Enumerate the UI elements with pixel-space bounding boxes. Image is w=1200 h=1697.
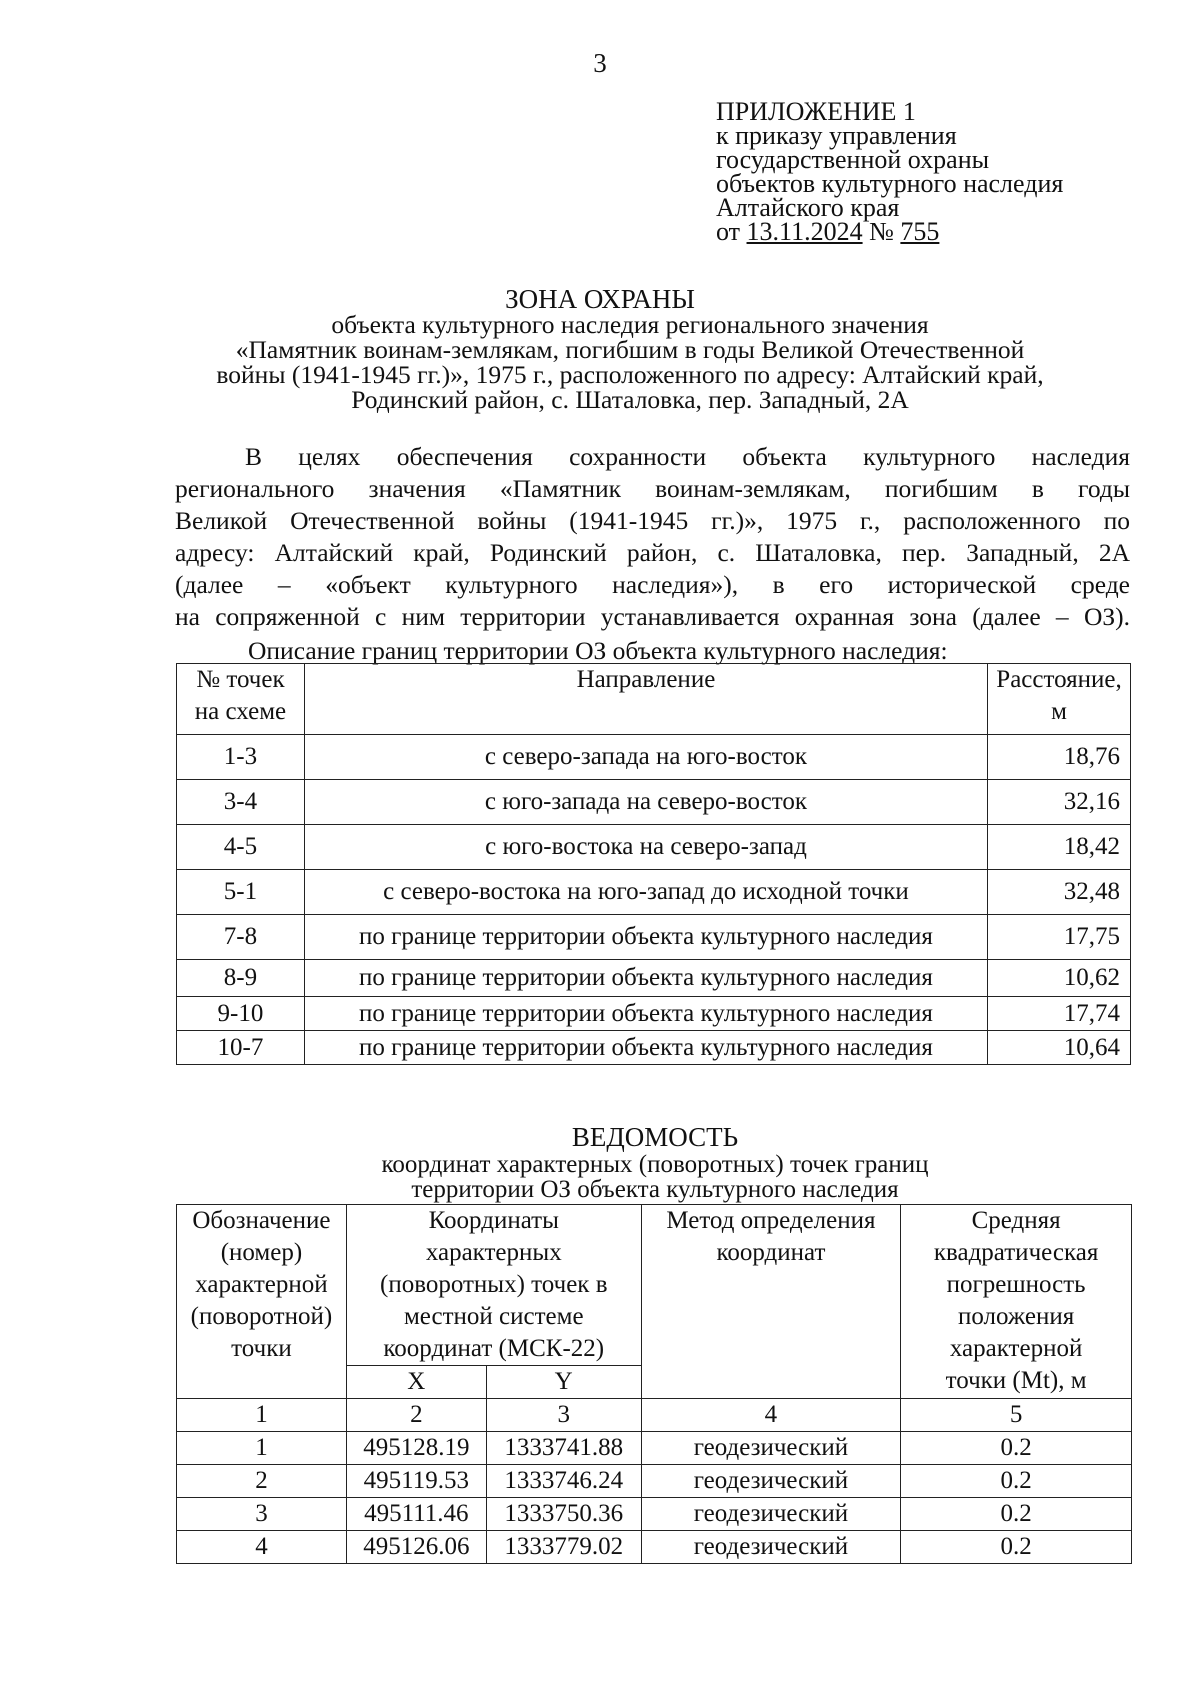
cell-method: геодезический <box>641 1432 901 1465</box>
paragraph-line: Великой Отечественной войны (1941-1945 гг.)», 1975 г., расположенного по <box>175 506 1130 535</box>
cell-points: 1-3 <box>177 735 305 780</box>
cell-x: 495111.46 <box>346 1498 486 1531</box>
cell-point: 4 <box>177 1531 347 1564</box>
cell-points: 5-1 <box>177 870 305 915</box>
cell-x: 495128.19 <box>346 1432 486 1465</box>
table-row <box>177 1531 1132 1564</box>
table-row <box>177 1432 1132 1465</box>
cell-method: геодезический <box>641 1531 901 1564</box>
cell-direction: по границе территории объекта культурного наследия <box>304 997 987 1031</box>
boundary-table <box>176 663 1131 1065</box>
cell-point: 3 <box>177 1498 347 1531</box>
table-row <box>177 825 1131 870</box>
cell-direction: с юго-запада на северо-восток <box>304 780 987 825</box>
header-points: № точек на схеме <box>177 664 305 735</box>
appendix-line: государственной охраны <box>716 145 990 174</box>
appendix-title: ПРИЛОЖЕНИЕ 1 <box>716 97 916 126</box>
table-row <box>177 997 1131 1031</box>
date-prefix: от <box>716 217 747 246</box>
cell-direction: с северо-запада на юго-восток <box>304 735 987 780</box>
body-paragraph <box>175 441 1130 633</box>
cell-distance: 32,48 <box>988 870 1131 915</box>
paragraph-line: адресу: Алтайский край, Родинский район, с. Шаталовка, пер. Западный, 2А <box>175 538 1130 567</box>
cell-method: геодезический <box>641 1498 901 1531</box>
cell-error: 0.2 <box>901 1531 1132 1564</box>
table-row <box>177 870 1131 915</box>
zone-title: ЗОНА ОХРАНЫ <box>505 284 695 314</box>
paragraph-line: (далее – «объект культурного наследия»), в его исторической среде <box>175 570 1130 599</box>
table-row <box>177 780 1131 825</box>
cell-y: 1333779.02 <box>486 1531 641 1564</box>
appendix-line: к приказу управления <box>716 121 957 150</box>
appendix-line: Алтайского края <box>716 193 900 222</box>
header-y: Y <box>486 1366 641 1399</box>
column-number-row <box>177 1399 1132 1432</box>
table-row <box>177 1031 1131 1065</box>
header-coordinates: Координаты характерных (поворотных) точек в местной системе координат (МСК-22) <box>346 1205 641 1366</box>
vedomost-subtitle-line: координат характерных (поворотных) точек границ <box>381 1151 929 1178</box>
appendix-date-line <box>716 217 1063 246</box>
cell-method: геодезический <box>641 1465 901 1498</box>
zone-subtitle-line: войны (1941-1945 гг.)», 1975 г., расположенного по адресу: Алтайский край, <box>216 360 1044 389</box>
table-row <box>177 960 1131 997</box>
cell-point: 2 <box>177 1465 347 1498</box>
header-method: Метод определения координат <box>641 1205 901 1399</box>
order-number: 755 <box>900 217 940 246</box>
cell-distance: 18,42 <box>988 825 1131 870</box>
zone-subtitle-line: Родинский район, с. Шаталовка, пер. Западный, 2А <box>351 385 909 414</box>
cell-y: 1333750.36 <box>486 1498 641 1531</box>
cell-points: 10-7 <box>177 1031 305 1065</box>
header-distance: Расстояние, м <box>988 664 1131 735</box>
table-row <box>177 1465 1132 1498</box>
cell-distance: 10,62 <box>988 960 1131 997</box>
appendix-line: объектов культурного наследия <box>716 169 1064 198</box>
header-direction: Направление <box>304 664 987 735</box>
table-header-row <box>177 664 1131 735</box>
cell-x: 495126.06 <box>346 1531 486 1564</box>
column-number: 2 <box>346 1399 486 1432</box>
vedomost-subtitle <box>0 1152 1200 1202</box>
cell-direction: с юго-востока на северо-запад <box>304 825 987 870</box>
appendix-header <box>716 97 1064 246</box>
cell-distance: 32,16 <box>988 780 1131 825</box>
cell-distance: 10,64 <box>988 1031 1131 1065</box>
page-number: 3 <box>593 48 607 78</box>
cell-points: 3-4 <box>177 780 305 825</box>
cell-direction: по границе территории объекта культурного наследия <box>304 1031 987 1065</box>
coordinates-table <box>176 1204 1132 1564</box>
paragraph-line: В целях обеспечения сохранности объекта культурного наследия <box>245 442 1130 471</box>
cell-points: 9-10 <box>177 997 305 1031</box>
cell-error: 0.2 <box>901 1465 1132 1498</box>
cell-y: 1333741.88 <box>486 1432 641 1465</box>
vedomost-subtitle-line: территории ОЗ объекта культурного наследия <box>411 1176 899 1203</box>
paragraph-line: регионального значения «Памятник воинам-землякам, погибшим в годы <box>175 474 1130 503</box>
cell-point: 1 <box>177 1432 347 1465</box>
zone-subtitle <box>150 312 1110 412</box>
cell-y: 1333746.24 <box>486 1465 641 1498</box>
cell-direction: по границе территории объекта культурного наследия <box>304 915 987 960</box>
order-date: 13.11.2024 <box>746 217 863 246</box>
paragraph-line: на сопряженной с ним территории устанавливается охранная зона (далее – ОЗ). <box>175 602 1130 631</box>
cell-distance: 18,76 <box>988 735 1131 780</box>
table-row <box>177 915 1131 960</box>
cell-error: 0.2 <box>901 1498 1132 1531</box>
zone-subtitle-line: «Памятник воинам-землякам, погибшим в годы Великой Отечественной <box>235 335 1025 364</box>
cell-x: 495119.53 <box>346 1465 486 1498</box>
vedomost-title: ВЕДОМОСТЬ <box>571 1122 739 1152</box>
boundary-table-caption: Описание границ территории ОЗ объекта культурного наследия: <box>248 636 948 665</box>
cell-points: 8-9 <box>177 960 305 997</box>
cell-error: 0.2 <box>901 1432 1132 1465</box>
table-row <box>177 735 1131 780</box>
zone-subtitle-line: объекта культурного наследия регионального значения <box>331 310 929 339</box>
column-number: 4 <box>641 1399 901 1432</box>
cell-points: 7-8 <box>177 915 305 960</box>
cell-direction: с северо-востока на юго-запад до исходной точки <box>304 870 987 915</box>
cell-distance: 17,75 <box>988 915 1131 960</box>
header-designation: Обозначение (номер) характерной (поворотной) точки <box>177 1205 347 1399</box>
column-number: 3 <box>486 1399 641 1432</box>
table-row <box>177 1498 1132 1531</box>
column-number: 5 <box>901 1399 1132 1432</box>
table-header-row <box>177 1205 1132 1366</box>
cell-direction: по границе территории объекта культурного наследия <box>304 960 987 997</box>
column-number: 1 <box>177 1399 347 1432</box>
number-prefix: № <box>862 217 901 246</box>
header-error: Средняя квадратическая погрешность положения характерной точки (Mt), м <box>901 1205 1132 1399</box>
header-x: X <box>346 1366 486 1399</box>
cell-distance: 17,74 <box>988 997 1131 1031</box>
cell-points: 4-5 <box>177 825 305 870</box>
